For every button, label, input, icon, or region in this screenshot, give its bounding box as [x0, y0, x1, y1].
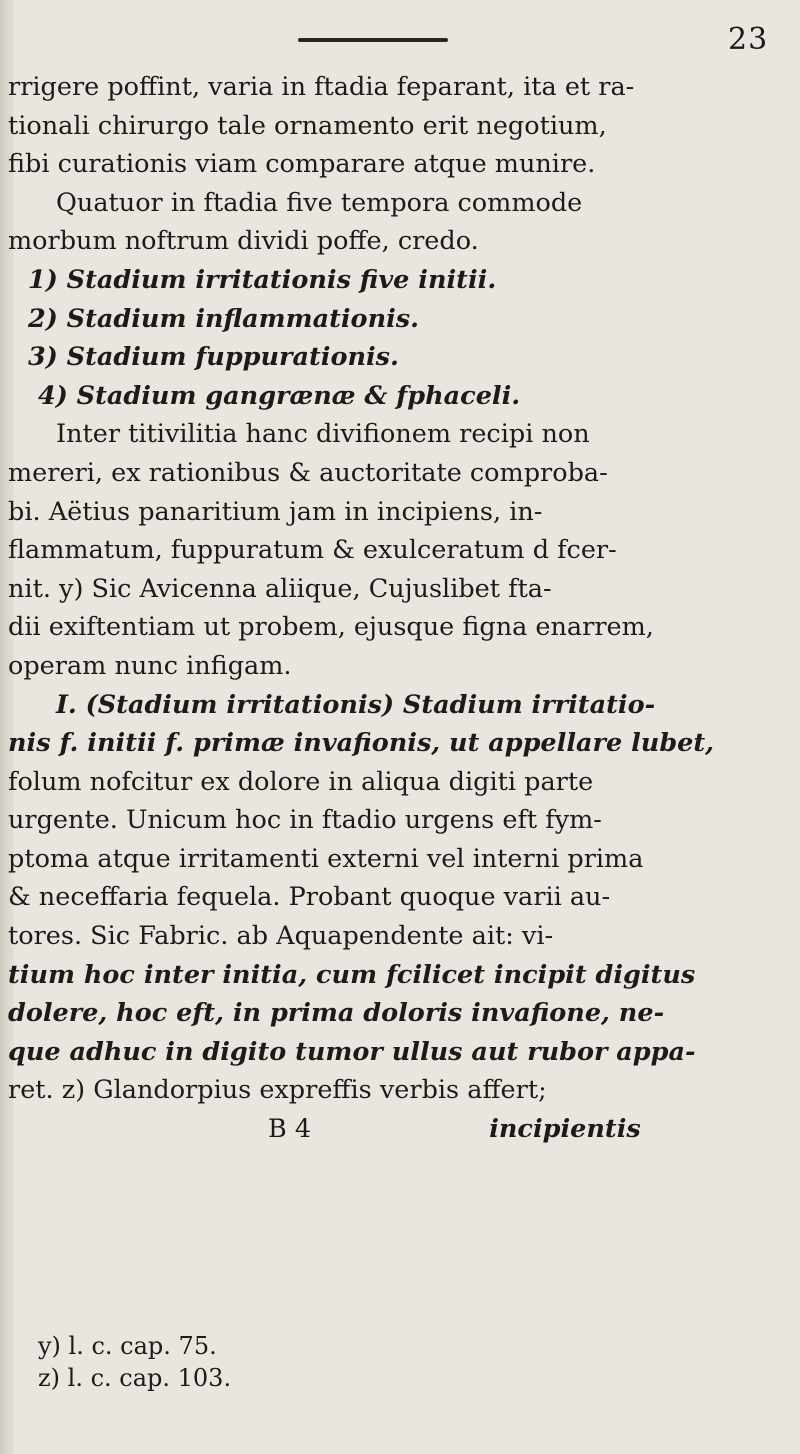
- stage-item-3: 3) Stadium fuppurationis.: [28, 342, 399, 373]
- text-line: morbum noftrum dividi poffe, credo.: [8, 226, 479, 257]
- text-line: ptoma atque irritamenti externi vel interni prima: [8, 843, 644, 874]
- text-line: ret. z) Glandorpius expreffis verbis affert;: [8, 1075, 547, 1106]
- text-line: & neceffaria fequela. Probant quoque varii au-: [8, 882, 611, 913]
- text-line: flammatum, fuppuratum & exulceratum d fcer-: [8, 535, 617, 566]
- signature-line: [8, 1110, 798, 1149]
- header-rule: [298, 38, 448, 42]
- text-line: operam nunc infigam.: [8, 650, 292, 681]
- text-line: dii exiftentiam ut probem, ejusque figna enarrem,: [8, 612, 654, 643]
- signature-mark: B 4: [268, 1114, 312, 1145]
- text-line: Quatuor in ftadia five tempora commode: [56, 187, 583, 218]
- quote-line: que adhuc in digito tumor ullus aut rubor appa-: [8, 1036, 696, 1067]
- quote-line: dolere, hoc eft, in prima doloris invafione, ne-: [8, 998, 665, 1029]
- text-line: fibi curationis viam comparare atque munire.: [8, 149, 596, 180]
- footnotes: [38, 1330, 231, 1394]
- text-line: Inter titivilitia hanc divifionem recipi non: [56, 419, 590, 450]
- page-number: 23: [728, 22, 769, 57]
- stage-item-1: 1) Stadium irritationis five initii.: [28, 264, 497, 295]
- text-line: tionali chirurgo tale ornamento erit negotium,: [8, 110, 607, 141]
- body-text: [8, 68, 798, 1149]
- text-line: urgente. Unicum hoc in ftadio urgens eft fym-: [8, 805, 602, 836]
- footnote-y: y) l. c. cap. 75.: [38, 1332, 217, 1360]
- text-line: bi. Aëtius panaritium jam in incipiens, in-: [8, 496, 543, 527]
- footnote-z: z) l. c. cap. 103.: [38, 1364, 232, 1392]
- quote-line: tium hoc inter initia, cum fcilicet incipit digitus: [8, 959, 696, 990]
- text-line: folum nofcitur ex dolore in aliqua digiti parte: [8, 766, 594, 797]
- text-line: nis f. initii f. primæ invafionis, ut appellare lubet,: [8, 728, 715, 759]
- stage-item-4: 4) Stadium gangrænæ & fphaceli.: [38, 380, 521, 411]
- text-line: tores. Sic Fabric. ab Aquapendente ait: vi-: [8, 921, 554, 952]
- section-heading: I. (Stadium irritationis) Stadium irritatio-: [56, 689, 656, 720]
- stage-item-2: 2) Stadium inflammationis.: [28, 303, 420, 334]
- text-line: mereri, ex rationibus & auctoritate comproba-: [8, 457, 608, 488]
- catchword: incipientis: [489, 1114, 641, 1145]
- text-line: nit. y) Sic Avicenna aliique, Cujuslibet fta-: [8, 573, 552, 604]
- text-line: rrigere poffint, varia in ftadia feparant, ita et ra-: [8, 72, 635, 102]
